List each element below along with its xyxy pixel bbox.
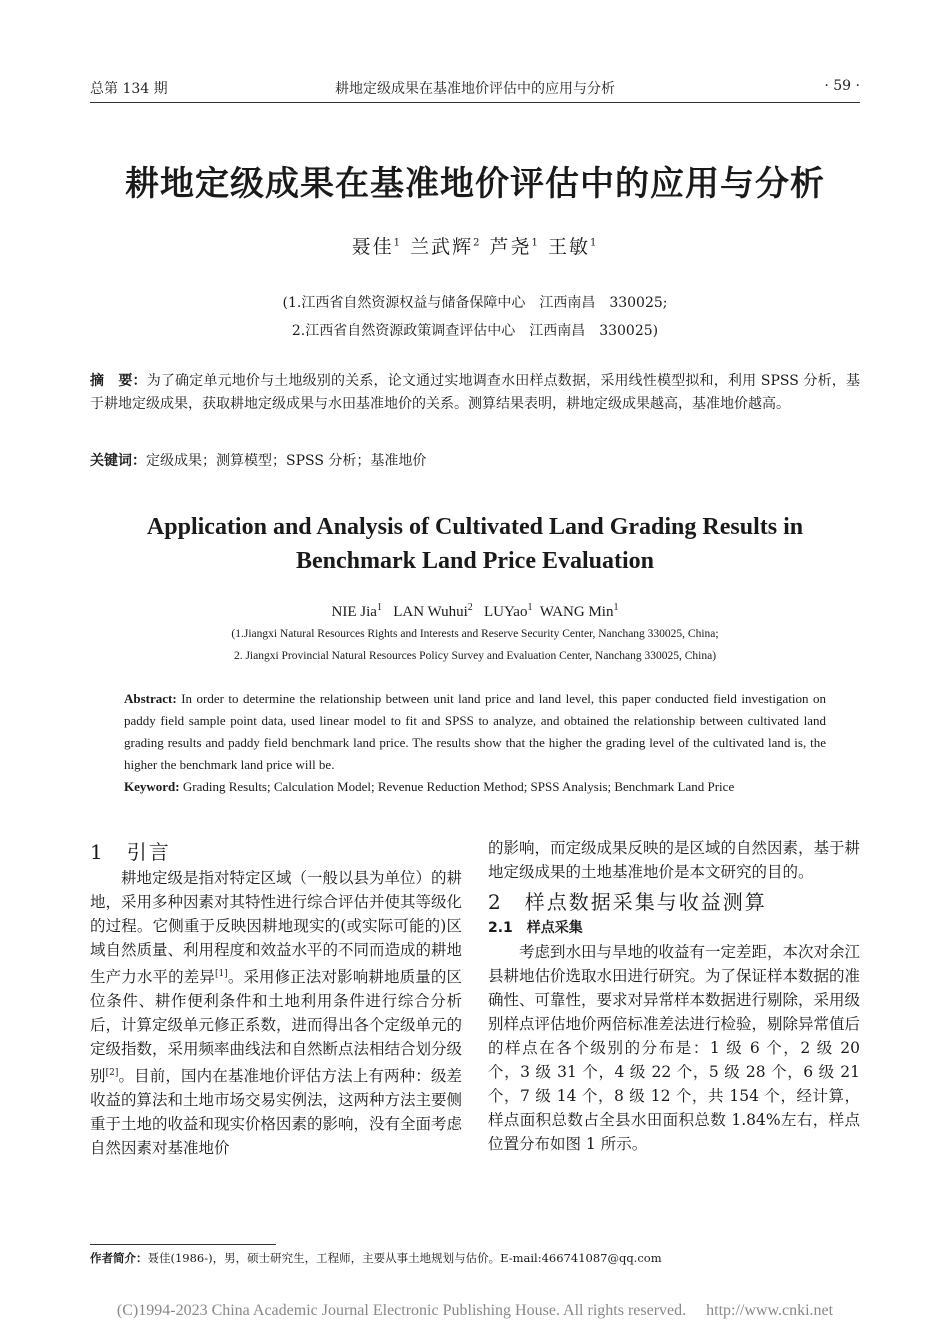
affiliation-cn-2: 2.江西省自然资源政策调查评估中心 江西南昌 330025): [291, 323, 659, 339]
author-en: WANG Min: [539, 604, 614, 620]
abstract-cn-label: 摘 要：: [90, 373, 147, 389]
citation-1: [1]: [214, 969, 228, 979]
section-1-paragraph: [90, 866, 462, 1160]
author-sup: 2: [473, 237, 482, 249]
author-sup: 1: [376, 602, 382, 613]
keywords-cn: [90, 450, 860, 473]
author-sup: 1: [393, 237, 403, 249]
authors-en: [0, 602, 950, 621]
affiliation-cn-1: (1.江西省自然资源权益与储备保障中心 江西南昌 330025;: [282, 295, 668, 311]
author-cn: 芦尧: [489, 236, 532, 258]
keywords-en: [124, 776, 826, 798]
author-sup: 1: [613, 602, 619, 613]
section-1-heading: 1 引言: [90, 840, 171, 864]
author-en: NIE Jia: [331, 604, 377, 620]
author-en: LUYao: [483, 604, 528, 620]
abstract-cn: [90, 370, 860, 416]
keywords-en-label: Keyword:: [124, 779, 180, 794]
author-cn: 兰武辉: [410, 236, 474, 258]
page-number: · 59 ·: [824, 78, 860, 94]
section-1-text-a: 耕地定级是指对特定区域（一般以县为单位）的耕地，采用多种因素对其特性进行综合评估并使其等级化的过程。它侧重于反映因耕地现实的(或实际可能的)区域自然质量、利用程度和效益水平的不同而造成的耕地生产力水平的差异: [90, 869, 463, 987]
title-en-line-1: Application and Analysis of Cultivated Land Grading Results in: [146, 514, 804, 540]
affiliation-en-2: 2. Jiangxi Provincial Natural Resources Policy Survey and Evaluation Center, Nanchang 330025, China): [233, 650, 717, 662]
author-en: LAN Wuhui: [393, 604, 468, 620]
subsection-2-1-paragraph: 考虑到水田与旱地的收益有一定差距，本次对余江县耕地估价选取水田进行研究。为了保证样本数据的准确性、可靠性，要求对异常样本数据进行剔除，采用级别样点评估地价两倍标准差法进行检验，剔除异常值后的样点在各个级别的分布是：1 级 6 个，2 级 20 个，3 级 31 个，4 级 22 个，5 级 28 个，6 级 21 个，7 级 14 个，8 级 12 个，共 154 个，经计算，样点面积总数占全县水田面积总数 1.84%左右，样点位置分布如图 1 所示。: [488, 943, 861, 1153]
author-sup: 1: [531, 237, 540, 249]
author-cn: 聂佳: [351, 236, 394, 258]
abstract-en-text: In order to determine the relationship between unit land price and land level, this paper conducted field investigation on paddy field sample point data, used linear model to fit and SPSS to analyze, and obtained the relationship between cultivated land grading results and paddy field benchmark land price. The results show that the higher the grading level of the cultivated land is, the higher the benchmark land price will be.: [124, 691, 827, 772]
keywords-cn-text: 定级成果；测算模型；SPSS 分析；基准地价: [146, 453, 427, 469]
keywords-en-text: Grading Results; Calculation Model; Revenue Reduction Method; SPSS Analysis; Benchmark Land Price: [182, 779, 735, 794]
issue-number: 总第 134 期: [90, 81, 168, 97]
left-column: [90, 838, 462, 1160]
author-footnote: [90, 1250, 662, 1266]
citation-2: [2]: [105, 1068, 119, 1079]
footnote-text: 聂佳(1986-)，男，硕士研究生，工程师，主要从事土地规划与估价。E-mail:466741087@qq.com: [147, 1251, 662, 1265]
footnote-label: 作者简介：: [90, 1251, 148, 1265]
footnote-rule: [90, 1244, 276, 1245]
title-cn: 耕地定级成果在基准地价评估中的应用与分析: [125, 164, 825, 204]
section-2-heading: 2 样点数据采集与收益测算: [488, 890, 767, 914]
author-sup: 1: [527, 602, 533, 613]
right-column: [488, 836, 860, 1156]
author-sup: 1: [589, 237, 599, 249]
author-cn: 王敏: [547, 236, 590, 258]
title-en-line-2: Benchmark Land Price Evaluation: [295, 548, 655, 574]
section-1-text-c: 。目前，国内在基准地价评估方法上有两种：级差收益的算法和土地市场交易实例法，这两种方法主要侧重于土地的收益和现实价格因素的影响，没有全面考虑自然因素对基准地价: [90, 1067, 463, 1158]
header-rule: [90, 102, 860, 103]
abstract-en-label: Abstract:: [124, 691, 177, 706]
copyright-watermark: (C)1994-2023 China Academic Journal Electronic Publishing House. All rights reserved. http://www.cnki.net: [116, 1302, 834, 1319]
abstract-cn-text: 为了确定单元地价与土地级别的关系，论文通过实地调查水田样点数据，采用线性模型拟和，利用 SPSS 分析，基于耕地定级成果，获取耕地定级成果与水田基准地价的关系。测算结果表明，耕地定级成果越高，基准地价越高。: [90, 373, 860, 412]
authors-cn: [0, 232, 950, 259]
title-en: [0, 510, 950, 578]
keywords-cn-label: 关键词：: [90, 453, 146, 469]
author-sup: 2: [467, 602, 473, 613]
section-1-continuation: 的影响，而定级成果反映的是区域的自然因素，基于耕地定级成果的土地基准地价是本文研究的目的。: [488, 839, 861, 881]
section-1-text-b: 。采用修正法对影响耕地质量的区位条件、耕作便利条件和土地利用条件进行综合分析后，计算定级单元修正系数，进而得出各个定级单元的定级指数，采用频率曲线法和自然断点法相结合划分级别: [90, 968, 463, 1086]
affiliation-en-1: (1.Jiangxi Natural Resources Rights and Interests and Reserve Security Center, Nanchang 330025, China;: [231, 628, 719, 640]
running-title: 耕地定级成果在基准地价评估中的应用与分析: [335, 81, 615, 97]
abstract-en: [124, 688, 826, 776]
subsection-2-1-heading: 2.1 样点采集: [488, 920, 583, 936]
